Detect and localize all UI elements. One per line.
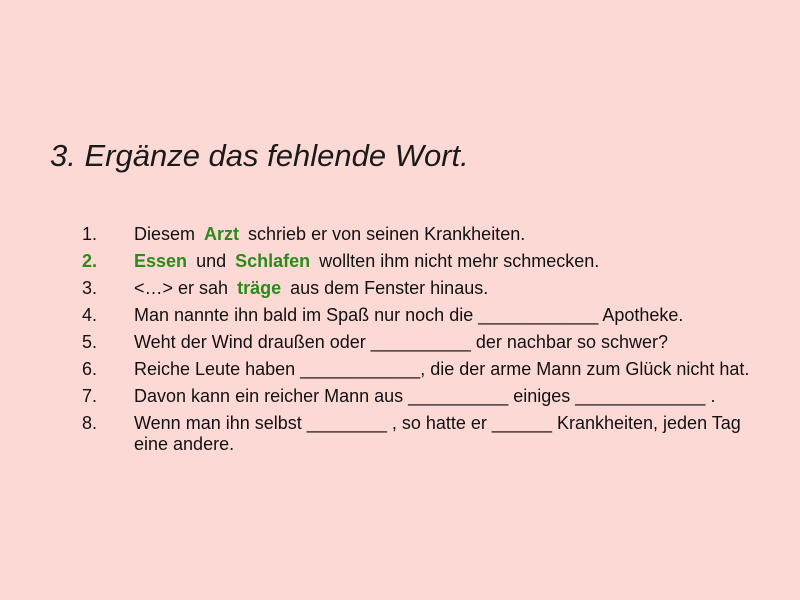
item-text xyxy=(134,251,754,272)
item-text xyxy=(134,224,754,245)
list-item xyxy=(0,386,800,407)
highlighted-word: Schlafen xyxy=(235,251,311,271)
exercise-list xyxy=(0,224,800,461)
item-text: Man nannte ihn bald im Spaß nur noch die ____________ Apotheke. xyxy=(134,305,684,325)
sentence-part: wollten ihm nicht mehr schmecken. xyxy=(319,251,600,271)
slide-title: 3. Ergänze das fehlende Wort. xyxy=(50,138,469,173)
item-number: 2. xyxy=(82,251,98,271)
item-text: Weht der Wind draußen oder __________ der nachbar so schwer? xyxy=(134,332,668,352)
item-text: Wenn man ihn selbst ________ , so hatte er ______ Krankheiten, jeden Tag eine andere. xyxy=(134,413,741,454)
sentence-part: und xyxy=(196,251,227,271)
item-text: Reiche Leute haben ____________, die der arme Mann zum Glück nicht hat. xyxy=(134,359,750,379)
list-item xyxy=(0,332,800,353)
sentence-part: <…> er sah xyxy=(134,278,229,298)
list-item xyxy=(0,413,800,455)
sentence-part: schrieb er von seinen Krankheiten. xyxy=(248,224,526,244)
item-text xyxy=(134,278,754,299)
list-item xyxy=(0,305,800,326)
item-number: 3. xyxy=(82,278,98,298)
highlighted-word: träge xyxy=(237,278,282,298)
item-number: 1. xyxy=(82,224,98,244)
highlighted-word: Essen xyxy=(134,251,188,271)
item-number: 4. xyxy=(82,305,98,325)
highlighted-word: Arzt xyxy=(204,224,240,244)
sentence-part: aus dem Fenster hinaus. xyxy=(290,278,489,298)
item-number: 6. xyxy=(82,359,98,379)
item-number: 5. xyxy=(82,332,98,352)
item-number: 7. xyxy=(82,386,98,406)
list-item xyxy=(0,224,800,245)
item-number: 8. xyxy=(82,413,98,433)
list-item xyxy=(0,359,800,380)
list-item xyxy=(0,278,800,299)
sentence-part: Diesem xyxy=(134,224,196,244)
list-item xyxy=(0,251,800,272)
item-text: Davon kann ein reicher Mann aus __________ einiges _____________ . xyxy=(134,386,716,406)
